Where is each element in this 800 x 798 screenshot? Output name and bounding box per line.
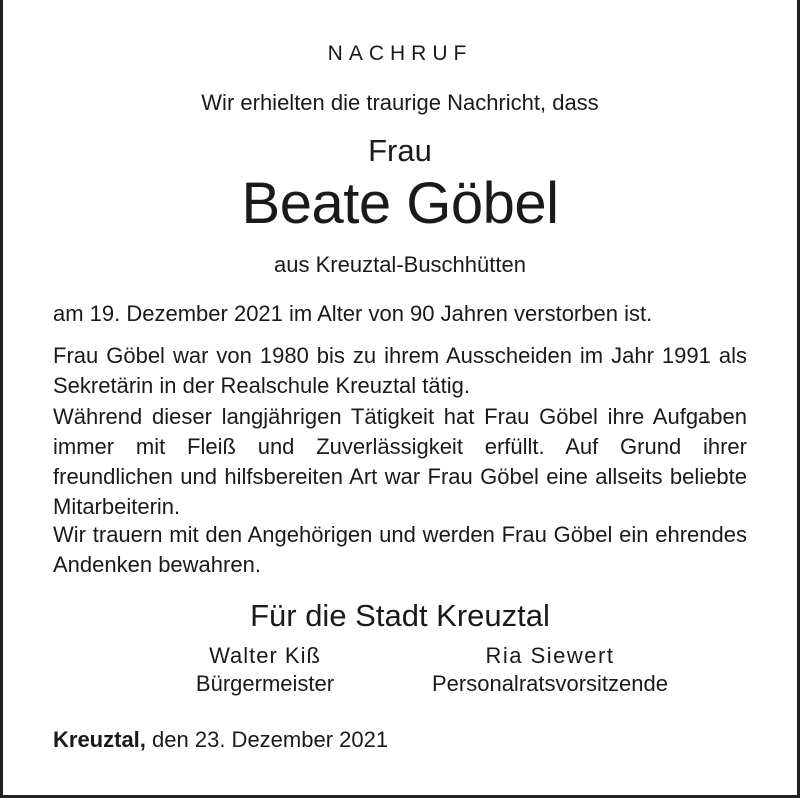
origin-line: aus Kreuztal-Buschhütten xyxy=(274,252,526,277)
signatory-role: Bürgermeister xyxy=(195,671,335,696)
signatory-name: Ria Siewert xyxy=(485,643,615,668)
paragraph-death-date: am 19. Dezember 2021 im Alter von 90 Jahren verstorben ist. xyxy=(53,301,653,326)
paragraph-appreciation: Während dieser langjährigen Tätigkeit hat Frau Göbel ihre Aufgaben immer mit Fleiß und Zuverlässigkeit erfüllt. Auf Grund ihrer freundlichen und hilfsbereiten Art war Frau Göbel eine allseits beliebte Mitarbeiterin. xyxy=(53,404,747,519)
dateline xyxy=(53,727,388,753)
signatory-role: Personalratsvorsitzende xyxy=(431,671,668,696)
organization-line: Für die Stadt Kreuztal xyxy=(250,598,550,633)
deceased-name: Beate Göbel xyxy=(241,171,559,236)
paragraph-employment: Frau Göbel war von 1980 bis zu ihrem Ausscheiden im Jahr 1991 als Sekretärin in der Realschule Kreuztal tätig. xyxy=(53,343,747,398)
salutation: Frau xyxy=(368,133,432,168)
intro-line: Wir erhielten die traurige Nachricht, dass xyxy=(201,90,599,115)
dateline-place: Kreuztal, xyxy=(53,727,146,752)
paragraph-condolence: Wir trauern mit den Angehörigen und werden Frau Göbel ein ehrendes Andenken bewahren. xyxy=(53,522,747,577)
signatory-name: Walter Kiß xyxy=(209,643,321,668)
dateline-date: den 23. Dezember 2021 xyxy=(152,727,389,752)
notice-header: NACHRUF xyxy=(327,42,473,65)
